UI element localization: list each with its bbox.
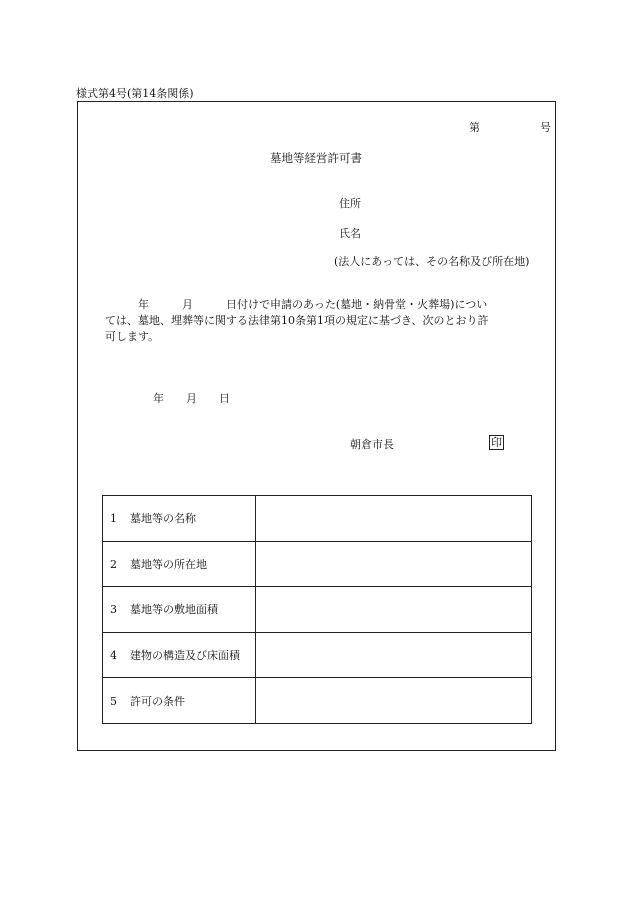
item-label: 墓地等の敷地面積	[130, 603, 218, 617]
name-label: 氏名	[339, 227, 361, 240]
item-label: 許可の条件	[130, 694, 185, 708]
item-number: 5	[110, 694, 117, 708]
row-label-cell	[103, 587, 256, 633]
item-number: 3	[110, 603, 117, 617]
permit-body-text	[105, 297, 525, 345]
table-row	[103, 496, 532, 542]
item-label: 墓地等の所在地	[130, 557, 207, 571]
issuer-title: 朝倉市長	[350, 438, 394, 451]
row-value-cell	[256, 541, 532, 587]
item-number: 2	[110, 557, 117, 571]
form-number-label: 様式第4号(第14条関係)	[76, 87, 194, 100]
document-number-prefix: 第	[469, 121, 480, 134]
row-value-cell	[256, 496, 532, 542]
item-label: 建物の構造及び床面積	[130, 649, 240, 663]
address-label: 住所	[339, 197, 361, 210]
document-number-suffix: 号	[540, 121, 551, 134]
row-label-cell	[103, 496, 256, 542]
row-label-cell	[103, 541, 256, 587]
row-label-cell	[103, 678, 256, 724]
item-number: 1	[110, 512, 117, 526]
table-row	[103, 541, 532, 587]
body-line: 可します。	[105, 330, 160, 343]
body-line: ては、墓地、埋葬等に関する法律第10条第1項の規定に基づき、次のとおり許	[105, 314, 489, 327]
row-value-cell	[256, 678, 532, 724]
corporation-note: (法人にあっては、その名称及び所在地)	[334, 255, 530, 268]
table-row	[103, 632, 532, 678]
document-title: 墓地等経営許可書	[270, 151, 362, 165]
issue-date: 年 月 日	[153, 392, 230, 405]
permit-details-table	[102, 495, 532, 724]
item-number: 4	[110, 649, 117, 663]
row-value-cell	[256, 587, 532, 633]
row-value-cell	[256, 632, 532, 678]
body-line: 年 月 日付けで申請のあった(墓地・納骨堂・火葬場)につい	[105, 298, 488, 311]
table-row	[103, 587, 532, 633]
seal-mark: 印	[491, 436, 502, 449]
item-label: 墓地等の名称	[130, 512, 196, 526]
table-row	[103, 678, 532, 724]
row-label-cell	[103, 632, 256, 678]
